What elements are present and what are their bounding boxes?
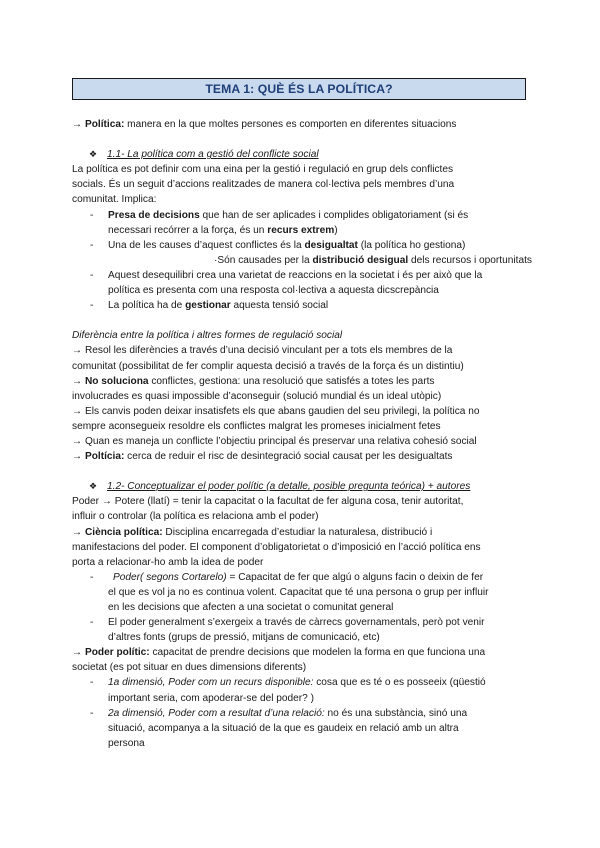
section-1-2-title: 1.2- Conceptualizar el poder polític (a detalle, posible pregunta teórica) + autores — [107, 481, 471, 493]
paragraph-line: manifestacions del poder. El component d’obligatorietat o d’imposició en l’acció política ens — [72, 541, 481, 553]
arrow-icon: → — [72, 647, 85, 659]
bullet-text: que han de ser aplicades i complides obligatoriament (si és — [199, 209, 469, 221]
intro-text: manera en la que moltes persones es comporten en diferentes situacions — [124, 119, 457, 130]
bold-term: Poder polític: — [84, 647, 150, 659]
paragraph-line: comunitat (possibilitat de fer complir aquesta decisió a través de la força és un distintiu) — [72, 360, 464, 372]
bullet-text: en les decisions que afecten a una societat o comunitat general — [108, 602, 394, 613]
bullet-text: no és una substància, sinó una — [324, 707, 468, 719]
paragraph-line: Poder → Potere (llatí) = tenir la capacitat o la facultat de fer alguna cosa, tenir autoritat, — [72, 496, 464, 508]
page-title: TEMA 1: QUÈ ÉS LA POLÍTICA? — [205, 82, 393, 96]
bullet-text: cosa que es té o es posseeix (qüestió — [313, 677, 486, 689]
paragraph-line: → Els canvis poden deixar insatisfets els que abans gaudien del seu privilegi, la política no — [72, 405, 480, 417]
bullet-text: necessari recórrer a la força, és un — [108, 224, 268, 236]
bullet-text: = Capacitat de fer que algú o alguns facin o deixin de fer — [226, 571, 484, 583]
paragraph-line — [72, 449, 532, 464]
bullet-text: persona — [108, 737, 145, 749]
bullet-text: Aquest desequilibri crea una varietat de reaccions en la societat i és per això que la — [108, 269, 483, 281]
bullet-item — [72, 208, 532, 238]
arrow-icon: → — [72, 119, 83, 130]
paragraph-line: porta a relacionar-ho amb la idea de poder — [72, 556, 264, 568]
italic-term: Poder( segons Cortarelo) — [113, 571, 227, 583]
bold-term: Ciència política: — [84, 526, 163, 538]
bullet-text: (la política ho gestiona) — [357, 239, 466, 251]
dash-bullet: - — [90, 300, 94, 312]
section-1-2-heading — [72, 479, 532, 494]
paragraph-line: influir o controlar (la política es relaciona amb el poder) — [72, 511, 319, 523]
bullet-text: aquesta tensió social — [230, 300, 329, 312]
dash-bullet: - — [90, 209, 94, 221]
difference-heading: Diferència entre la política i altres formes de regulació social — [72, 330, 343, 342]
italic-term: 1a dimensió, Poder com un recurs disponible: — [108, 677, 314, 689]
dash-bullet: - — [90, 707, 94, 719]
paragraph-line: → Quan es maneja un conflicte l’objectiu principal és preservar una relativa cohesió social — [72, 435, 477, 447]
dash-bullet: - — [90, 571, 94, 583]
paragraph-text: conflictes, gestiona: una resolució que satisfés a totes les parts — [148, 375, 435, 387]
bold-term: desigualtat — [304, 239, 358, 251]
paragraph-line: La política es pot definir com una eina per la gestió i regulació en grup dels conflictes — [72, 164, 454, 176]
bold-term: No soluciona — [84, 375, 149, 387]
bullet-item — [72, 675, 532, 705]
diamond-bullet-icon: ❖ — [89, 481, 98, 492]
document-body — [72, 117, 532, 751]
paragraph-line: societat (es pot situar en dues dimensions diferents) — [72, 662, 307, 674]
bullet-item — [72, 268, 532, 298]
arrow-icon: → — [72, 526, 85, 538]
dash-bullet: - — [90, 239, 94, 251]
paragraph-line: comunitat. Implica: — [72, 194, 157, 206]
italic-term: 2a dimensió, Poder com a resultat d’una relació: — [108, 707, 325, 719]
dash-bullet: - — [90, 677, 94, 689]
title-box — [72, 78, 526, 100]
paragraph-line: sempre aconsegueix resoldre els conflictes malgrat les promeses inicialment fetes — [72, 420, 441, 432]
bullet-item — [72, 706, 532, 751]
section-1-1-heading — [72, 147, 532, 162]
section-1-1-title: 1.1- La política com a gestió del conflicte social — [107, 149, 319, 161]
bold-term: Presa de decisions — [108, 209, 200, 221]
arrow-icon: → — [72, 451, 85, 463]
bold-term: recurs extrem — [267, 224, 335, 236]
bullet-text: Una de les causes d’aquest conflictes és la — [108, 239, 305, 251]
bullet-text: El poder generalment s’exergeix a través de càrrecs governamentals, però pot venir — [108, 617, 485, 629]
paragraph-line — [72, 374, 532, 389]
bullet-text: La política ha de — [108, 300, 186, 312]
arrow-icon: → — [72, 375, 85, 387]
paragraph-text: Disciplina encarregada d’estudiar la naturalesa, distribució i — [162, 526, 433, 538]
bullet-item — [72, 238, 532, 268]
bold-term: distribució desigual — [312, 254, 409, 266]
dash-bullet: - — [90, 617, 94, 629]
bullet-text: d’altres fonts (grups de pressió, mitjans de comunicació, etc) — [108, 632, 380, 644]
bullet-item — [72, 298, 532, 313]
bullet-text: situació, acompanya a la situació de la que es gaudeix en relació amb un altra — [108, 722, 459, 734]
bullet-text: important seria, com apoderar-se del poder? ) — [108, 692, 314, 704]
sub-bullet-text: dels recursos i oportunitats — [408, 254, 532, 266]
paragraph-text: cerca de reduir el risc de desintegració social causat per les desigualtats — [124, 451, 453, 463]
paragraph-line: socials. És un seguit d’accions realitzades de manera col·lectiva pels membres d’una — [72, 179, 455, 191]
dash-bullet: - — [90, 269, 94, 281]
bold-term: gestionar — [185, 300, 231, 312]
paragraph-text: capacitat de prendre decisions que modelen la forma en que funciona una — [149, 647, 486, 659]
paragraph-line: involucrades es quasi impossible d’aconseguir (solució mundial és un ideal utòpic) — [72, 390, 442, 402]
intro-line — [72, 117, 532, 132]
intro-label: Política: — [84, 119, 125, 130]
paragraph-line — [72, 525, 532, 540]
paragraph-line — [72, 645, 532, 660]
bullet-text: ) — [334, 224, 338, 236]
paragraph-line: → Resol les diferències a través d’una decisió vinculant per a tots els membres de la — [72, 345, 453, 357]
bullet-item — [72, 570, 532, 615]
bullet-text: el que es vol ja no es continua volent. Capacitat que té una persona o grup per influir — [108, 586, 489, 598]
bullet-item — [72, 615, 532, 645]
diamond-bullet-icon: ❖ — [89, 149, 98, 160]
bold-term: Poltícia: — [84, 451, 125, 463]
sub-bullet-text: ·Són causades per la — [214, 254, 313, 266]
bullet-text: política es presenta com una resposta col·lectiva a aquesta dicscrepància — [108, 285, 439, 297]
